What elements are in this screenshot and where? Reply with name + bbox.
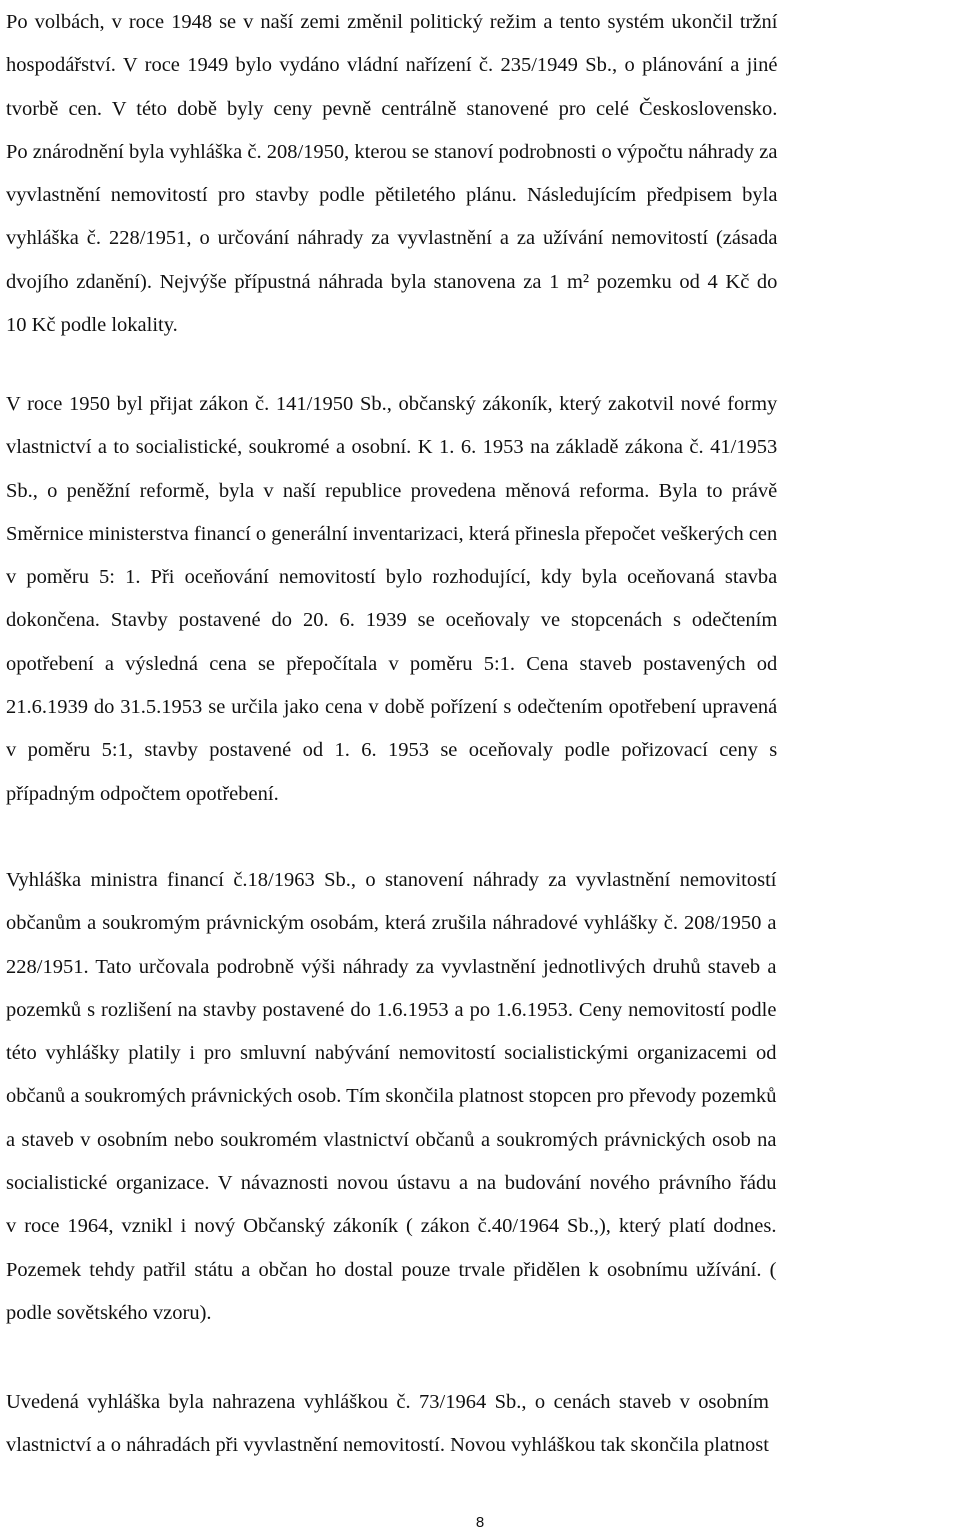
text-line: a staveb v osobním nebo soukromém vlastnictví občanů a soukromých právnických osob na [6, 1128, 777, 1151]
text-line: 228/1951. Tato určovala podrobně výši náhrady za vyvlastnění jednotlivých druhů staveb a [6, 955, 777, 978]
text-line: V roce 1950 byl přijat zákon č. 141/1950 Sb., občanský zákoník, který zakotvil nové formy [6, 393, 778, 415]
text-line: vlastnictví a to socialistické, soukromé a osobní. K 1. 6. 1953 na základě zákona č. 41/1953 [6, 436, 778, 459]
text-line: občanům a soukromým právnickým osobám, která zrušila náhradové vyhlášky č. 208/1950 a [6, 912, 777, 935]
text-line: vyhláška č. 228/1951, o určování náhrady za vyvlastnění a za užívání nemovitostí (zásada [6, 227, 778, 250]
text-line: pozemků s rozlišení na stavby postavené do 1.6.1953 a po 1.6.1953. Ceny nemovitostí podle [6, 998, 777, 1021]
text-line: občanů a soukromých právnických osob. Tím skončila platnost stopcen pro převody pozemků [6, 1085, 777, 1108]
text-line: této vyhlášky platily i pro smluvní nabývání nemovitostí socialistickými organizacemi od [6, 1042, 777, 1065]
text-line: Vyhláška ministra financí č.18/1963 Sb., o stanovení náhrady za vyvlastnění nemovitostí [6, 869, 777, 891]
text-line: dvojího zdanění). Nejvýše přípustná náhrada byla stanovena za 1 m² pozemku od 4 Kč do [6, 270, 778, 293]
text-line: v roce 1964, vznikl i nový Občanský zákoník ( zákon č.40/1964 Sb.,), který platí dodnes. [6, 1215, 777, 1238]
text-line: vyvlastnění nemovitostí pro stavby podle pětiletého plánu. Následujícím předpisem byla [6, 184, 778, 207]
paragraph-2 [6, 383, 777, 816]
text-line: Po znárodnění byla vyhláška č. 208/1950, kterou se stanoví podrobnosti o výpočtu náhrady za [6, 140, 778, 163]
text-line: případným odpočtem opotřebení. [6, 782, 279, 805]
text-line: Uvedená vyhláška byla nahrazena vyhláškou č. 73/1964 Sb., o cenách staveb v osobním [6, 1391, 769, 1413]
page-number: 8 [475, 1514, 485, 1531]
text-line: dokončena. Stavby postavené do 20. 6. 1939 se oceňovaly ve stopcenách s odečtením [6, 609, 778, 632]
paragraph-1 [6, 1, 777, 347]
paragraph-4 [6, 1381, 769, 1468]
text-line: socialistické organizace. V návaznosti novou ústavu a na budování nového právního řádu [6, 1172, 777, 1195]
text-line: Směrnice ministerstva financí o generální inventarizaci, která přinesla přepočet veškerých cen [6, 522, 778, 545]
text-line: hospodářství. V roce 1949 bylo vydáno vládní nařízení č. 235/1949 Sb., o plánování a jiné [6, 54, 778, 77]
text-line: Sb., o peněžní reformě, byla v naší republice provedena měnová reforma. Byla to právě [6, 479, 778, 502]
text-line: vlastnictví a o náhradách při vyvlastnění nemovitostí. Novou vyhláškou tak skončila platnost [6, 1434, 769, 1457]
text-line: tvorbě cen. V této době byly ceny pevně centrálně stanovené pro celé Československo. [6, 97, 778, 120]
text-line: podle sovětského vzoru). [6, 1301, 212, 1324]
paragraph-3 [6, 859, 776, 1335]
text-line: opotřebení a výsledná cena se přepočítala v poměru 5:1. Cena staveb postavených od [6, 652, 778, 675]
text-line: v poměru 5: 1. Při oceňování nemovitostí bylo rozhodující, kdy byla oceňovaná stavba [6, 566, 778, 589]
text-line: v poměru 5:1, stavby postavené od 1. 6. 1953 se oceňovaly podle pořizovací ceny s [6, 739, 778, 762]
text-line: Po volbách, v roce 1948 se v naší zemi změnil politický režim a tento systém ukončil tržní [6, 11, 778, 33]
text-line: 21.6.1939 do 31.5.1953 se určila jako cena v době pořízení s odečtením opotřebení upravená [6, 696, 778, 719]
text-line: Pozemek tehdy patřil státu a občan ho dostal pouze trvale přidělen k osobnímu užívání. ( [6, 1258, 777, 1281]
text-line: 10 Kč podle lokality. [6, 314, 178, 337]
